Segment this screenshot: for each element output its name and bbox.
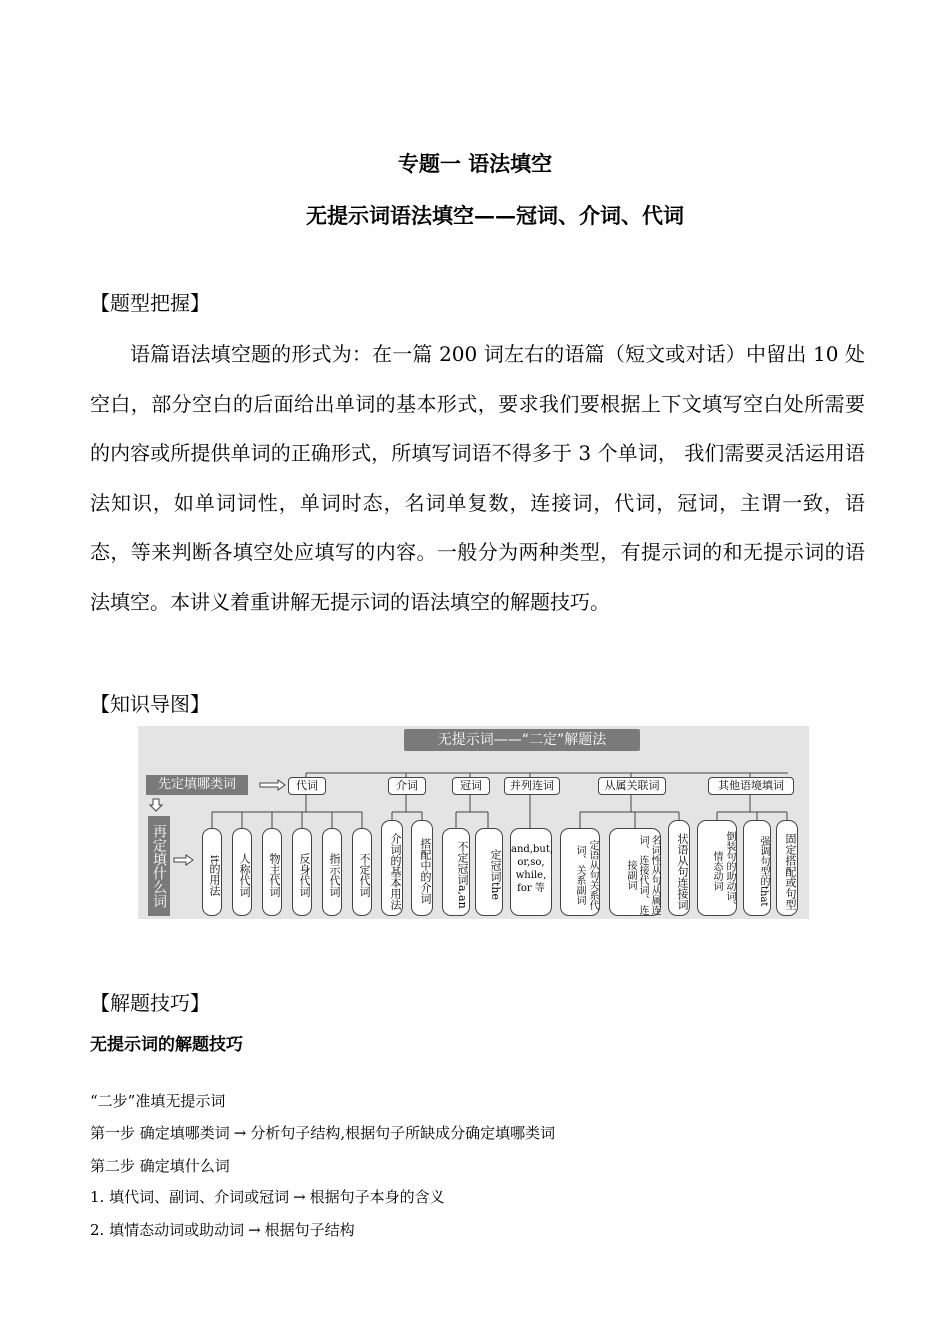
item-one-line: [90, 1186, 445, 1207]
intro-paragraph: 语篇语法填空题的形式为：在一篇 200 词左右的语篇（短文或对话）中留出 10 处空白，部分空白的后面给出单词的基本形式，要求我们要根据上下文填写空白处所需要的内容或所提供单词的正确形式，所填写词语不得多于 3 个单词， 我们需要灵活运用语法知识，如单词词性，单词时态，名词单复数，连接词，代词，冠词，主谓一致，语态，等来判断各填空处应填写的内容。一般分为两种类型，有提示词的和无提示词的语法填空。本讲义着重讲解无提示词的语法填空的解题技巧。: [90, 342, 865, 614]
mindmap-leaf: 强调句型的that: [743, 820, 771, 916]
mindmap-leaf: 搭配中的介词: [411, 820, 433, 916]
step-two-line: 第二步 确定填什么词: [90, 1157, 230, 1175]
mindmap-leaf: 名词性从句从属连词、连接代词、连接副词: [609, 828, 661, 916]
item-one-label: 1. 填代词、副词、介词或冠词: [90, 1188, 290, 1206]
page-title: 专题一 语法填空: [397, 151, 553, 176]
mindmap-leaf: 不定代词: [352, 828, 372, 916]
item-two-label: 2. 填情态动词或助动词: [90, 1221, 245, 1239]
mindmap-leaf: 指示代词: [322, 828, 342, 916]
mindmap-leaf: 反身代词: [292, 828, 312, 916]
steps-intro: “二步”准填无提示词: [90, 1092, 226, 1110]
mindmap-header: 无提示词——“二定”解题法: [404, 729, 640, 751]
right-arrow-icon: →: [248, 1221, 261, 1239]
mindmap-leaf: 不定冠词a,an: [442, 828, 470, 916]
right-arrow-icon: →: [233, 1124, 247, 1142]
step-one-label: 第一步 确定填哪类词: [90, 1124, 230, 1142]
knowledge-mindmap: [138, 726, 809, 919]
section-heading-tips: 【解题技巧】: [90, 991, 210, 1015]
item-two-line: [90, 1219, 355, 1240]
mindmap-category: 并列连词: [504, 777, 560, 795]
page-subtitle: 无提示词语法填空——冠词、介词、代词: [306, 203, 684, 228]
item-two-text: 根据句子结构: [264, 1221, 355, 1239]
step-one-line: [90, 1122, 555, 1143]
mindmap-category: 其他语境填词: [708, 777, 794, 795]
item-one-text: 根据句子本身的含义: [309, 1188, 445, 1206]
mindmap-leaf: 人称代词: [232, 828, 252, 916]
mindmap-category: 从属关联词: [598, 777, 666, 795]
section-heading-question-type: 【题型把握】: [90, 291, 210, 315]
step-one-text: 分析句子结构,根据句子所缺成分确定填哪类词: [250, 1124, 556, 1142]
mindmap-leaf: 定冠词the: [475, 828, 503, 916]
mindmap-category: 冠词: [452, 777, 490, 795]
mindmap-leaf: 物主代词: [262, 828, 282, 916]
mindmap-leaf: 定语从句关系代词、关系副词: [560, 828, 600, 916]
mindmap-leaf: 倒装句的助动词、情态动词: [697, 820, 737, 916]
mindmap-leaf: and,but, or,so, while, for 等: [510, 828, 552, 916]
section-heading-mindmap: 【知识导图】: [90, 692, 210, 716]
mindmap-step-two: 再定填什么词: [148, 816, 170, 916]
mindmap-leaf: 状语从句连接词: [668, 820, 690, 916]
mindmap-leaf: 介词的基本用法: [381, 820, 403, 916]
mindmap-category: 代词: [288, 777, 326, 795]
tips-heading: 无提示词的解题技巧: [90, 1035, 243, 1055]
mindmap-category: 介词: [388, 777, 426, 795]
mindmap-leaf: it的用法: [202, 828, 222, 916]
mindmap-leaf: 固定搭配或句型: [776, 820, 798, 916]
mindmap-step-one: 先定填哪类词: [146, 775, 248, 795]
right-arrow-icon: →: [293, 1188, 306, 1206]
